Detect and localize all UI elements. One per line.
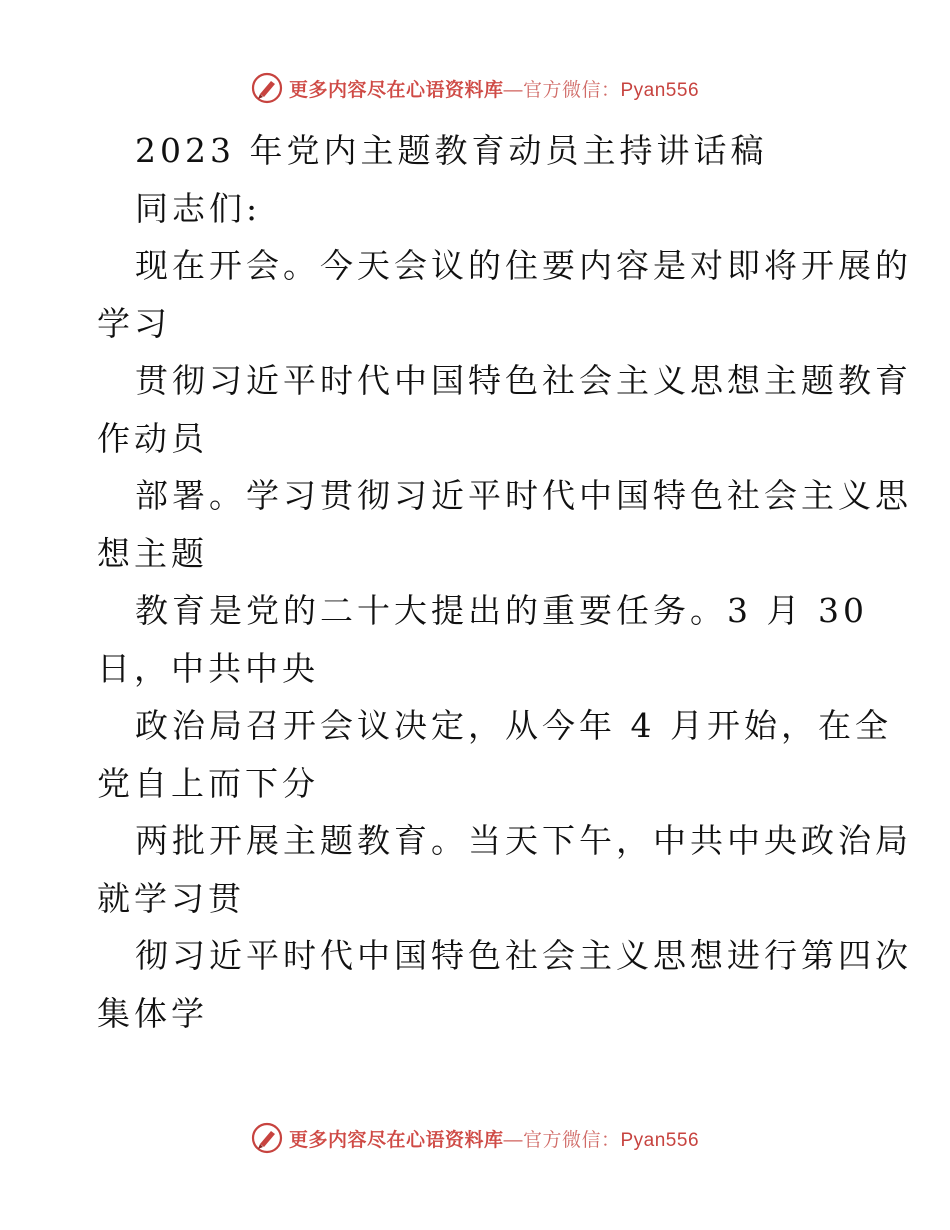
header-watermark [0,72,950,104]
footer-watermark [0,1122,950,1154]
text-line: 部署。学习贯彻习近平时代中国特色社会主义思 [135,476,912,515]
text-line: 政治局召开会议决定，从今年 4 月开始，在全 [135,706,892,745]
text-line: 贯彻习近平时代中国特色社会主义思想主题教育 [135,361,912,400]
watermark-main: 更多内容尽在心语资料库 [288,1129,504,1151]
text-line: 日，中共中央 [97,648,319,688]
text-line: 两批开展主题教育。当天下午，中共中央政治局 [135,821,912,860]
watermark-text [289,75,699,102]
text-line: 教育是党的二十大提出的重要任务。3 月 30 [135,591,868,630]
text-line: 想主题 [97,533,208,573]
watermark-main: 更多内容尽在心语资料库 [288,79,504,101]
watermark-dash: — [503,1129,523,1151]
watermark-wechat-id: Pyan556 [620,79,700,101]
text-line: 学习 [97,303,171,343]
watermark-wechat-label: 官方微信： [522,79,621,101]
document-body [97,122,912,1042]
watermark-dash: — [503,79,523,101]
text-line: 现在开会。今天会议的住要内容是对即将开展的 [135,246,912,285]
text-line: 集体学 [97,993,208,1033]
document-title: 2023 年党内主题教育动员主持讲话稿 [135,131,768,170]
pen-logo-icon [251,1122,283,1154]
text-line: 就学习贯 [97,878,245,918]
watermark-wechat-label: 官方微信： [522,1129,621,1151]
watermark-text [289,1125,699,1152]
watermark-wechat-id: Pyan556 [620,1129,700,1151]
text-line: 彻习近平时代中国特色社会主义思想进行第四次 [135,936,912,975]
text-line: 党自上而下分 [97,763,319,803]
text-line: 作动员 [97,418,208,458]
salutation: 同志们: [135,188,262,228]
pen-logo-icon [251,72,283,104]
